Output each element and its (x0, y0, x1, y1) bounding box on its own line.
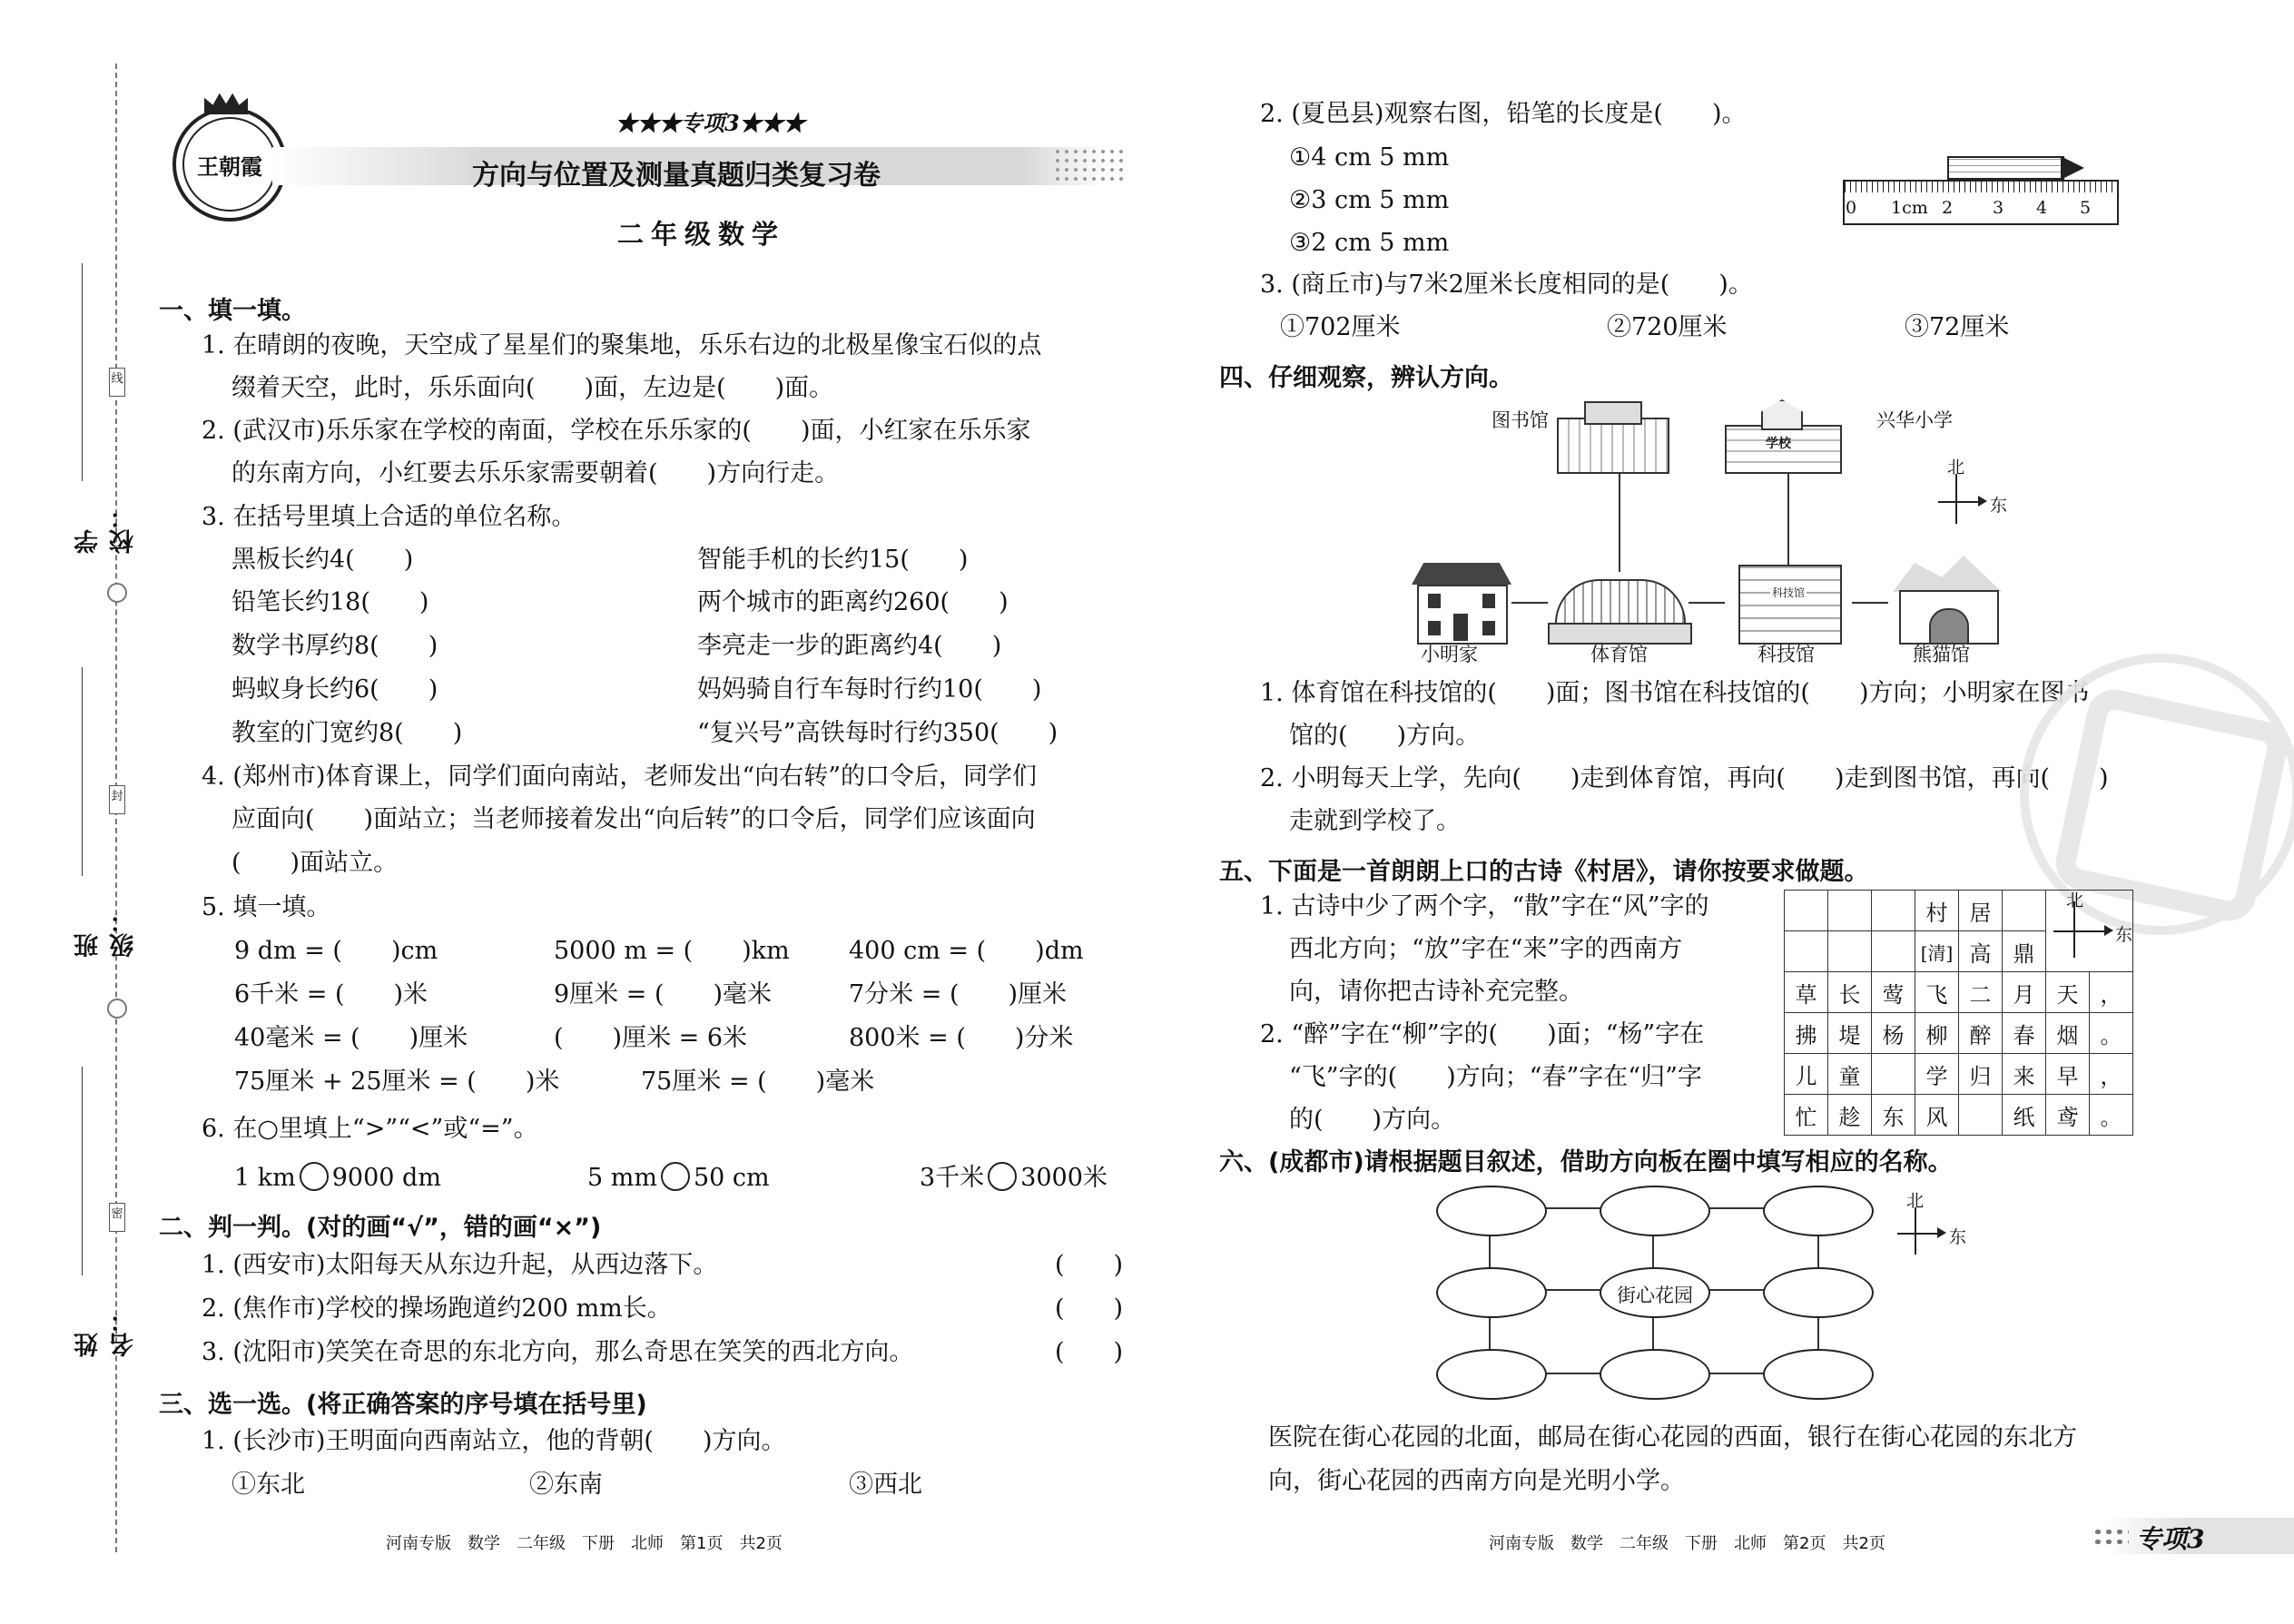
s1-q4-line3: ( )面站立。 (231, 849, 399, 877)
north-label: 北 (2066, 891, 2084, 910)
footer-left: 河南专版 数学 二年级 下册 北师 第1页 共2页 (386, 1534, 783, 1553)
compare-item[interactable] (234, 1162, 441, 1191)
compare-circle[interactable] (988, 1162, 1017, 1191)
poem-cell: ， (2090, 972, 2133, 1013)
compare-left: 1 km (234, 1164, 296, 1192)
answer-oval[interactable] (1600, 1186, 1710, 1236)
poem-cell: [清] (1915, 931, 1959, 972)
choice-option[interactable]: ③2 cm 5 mm (1289, 229, 1450, 257)
map-line (1511, 602, 1548, 604)
poem-cell: 堤 (1828, 1013, 1872, 1054)
s5-q2-line1: 2. “醉”字在“柳”字的( )面；“杨”字在 (1260, 1020, 1705, 1048)
binding-mark-mi: 密 (109, 1203, 125, 1232)
east-label: 东 (1990, 496, 2008, 516)
section-4-heading: 四、仔细观察，辨认方向。 (1219, 364, 1513, 392)
poem-cell: ， (2090, 1054, 2133, 1095)
east-label: 东 (1949, 1227, 1967, 1247)
poem-cell: 春 (2003, 1013, 2046, 1054)
poem-blank-cell[interactable] (1872, 1054, 1915, 1095)
pencil-tip (2061, 156, 2084, 180)
north-label: 北 (1947, 458, 1965, 477)
unit-item[interactable]: “复兴号”高铁每时行约350( ) (697, 719, 1058, 747)
ruler (1843, 180, 2119, 225)
compass-icon (1893, 1187, 1974, 1260)
poem-grid (1784, 890, 2133, 1136)
poem-cell: 纸 (2003, 1095, 2046, 1136)
section-5-heading: 五、下面是一首朗朗上口的古诗《村居》，请你按要求做题。 (1219, 858, 1869, 886)
conversion-item[interactable]: 75厘米 + 25厘米 = ( )米 (234, 1068, 560, 1096)
ruler-label: 2 (1942, 198, 1954, 218)
compass-icon (1934, 454, 2015, 527)
poem-cell: 归 (1959, 1054, 2003, 1095)
poem-cell: 拂 (1785, 1013, 1828, 1054)
poem-cell: 柳 (1915, 1013, 1959, 1054)
poem-cell: 趁 (1828, 1095, 1872, 1136)
grade-title: 二年级数学 (617, 219, 786, 250)
unit-item[interactable]: 妈妈骑自行车每时行约10( ) (697, 675, 1042, 704)
s1-q1-line1: 1. 在晴朗的夜晚，天空成了星星们的聚集地，乐乐右边的北极星像宝石似的点 (202, 331, 1042, 359)
map-line (1689, 602, 1725, 604)
poem-cell: 醉 (1959, 1013, 2003, 1054)
binding-ornament (107, 583, 127, 603)
poem-cell (1828, 931, 1872, 972)
poem-cell: 来 (2003, 1054, 2046, 1095)
s3-q1: 1. (长沙市)王明面向西南站立，他的背朝( )方向。 (202, 1427, 786, 1455)
judge-answer[interactable]: ( ) (1055, 1338, 1124, 1366)
poem-cell: 高 (1959, 931, 2003, 972)
s6-desc-line1: 医院在街心花园的北面，邮局在街心花园的西面，银行在街心花园的东北方 (1268, 1423, 2077, 1452)
s4-q2-line1: 2. 小明每天上学，先向( )走到体育馆，再向( )走到图书馆，再向( ) (1260, 764, 2109, 792)
subtitle: ★★★专项3★★★ (615, 110, 805, 136)
poem-cell: 儿 (1785, 1054, 1828, 1095)
s1-q4-line2: 应面向( )面站立；当老师接着发出“向后转”的口令后，同学们应该面向 (231, 805, 1036, 833)
s1-q1-line2: 缀着天空，此时，乐乐面向( )面，左边是( )面。 (231, 374, 834, 402)
poem-compass-cell (2046, 891, 2133, 972)
choice-option[interactable]: ③西北 (849, 1471, 922, 1499)
compare-right: 3000米 (1020, 1164, 1108, 1192)
conversion-item[interactable]: 7分米 = ( )厘米 (849, 980, 1068, 1009)
s4-q1-line2: 馆的( )方向。 (1289, 722, 1481, 750)
compare-left: 3千米 (920, 1164, 985, 1192)
poem-cell: 早 (2046, 1054, 2090, 1095)
unit-item[interactable]: 黑板长约4( ) (231, 546, 414, 574)
map-line (1619, 468, 1620, 572)
poem-cell: 学 (1915, 1054, 1959, 1095)
footer-tag: 专项3 (2136, 1524, 2205, 1554)
poem-cell: 飞 (1915, 972, 1959, 1013)
crown-icon (204, 91, 248, 114)
poem-cell: 莺 (1872, 972, 1915, 1013)
s4-q1-line1: 1. 体育馆在科技馆的( )面；图书馆在科技馆的( )方向；小明家在图书 (1260, 679, 2090, 707)
name-field[interactable] (71, 1067, 138, 1357)
poem-cell (1785, 931, 1828, 972)
publisher-logo (172, 107, 287, 221)
conversion-item[interactable]: 6千米 = ( )米 (234, 980, 428, 1009)
ruler-label: 3 (1993, 198, 2004, 218)
poem-cell (1872, 891, 1915, 931)
poem-blank-cell[interactable] (1959, 1095, 2003, 1136)
poem-cell: 鼎 (2003, 931, 2046, 972)
unit-item[interactable]: 李亮走一步的距离约4( ) (697, 632, 1002, 660)
poem-cell: 草 (1785, 972, 1828, 1013)
conversion-item[interactable]: ( )厘米 = 6米 (554, 1024, 748, 1052)
poem-cell: 童 (1828, 1054, 1872, 1095)
poem-cell (2003, 891, 2046, 931)
s6-desc-line2: 向，街心花园的西南方向是光明小学。 (1268, 1467, 1685, 1495)
compare-circle[interactable] (661, 1162, 690, 1191)
place-label: 兴华小学 (1876, 409, 1953, 431)
center-oval (1600, 1267, 1710, 1318)
poem-cell: 天 (2046, 972, 2090, 1013)
s5-q1-line2: 西北方向；“放”字在“来”字的西南方 (1289, 935, 1683, 963)
s1-q6: 6. 在○里填上“>”“<”或“=”。 (202, 1115, 538, 1143)
section-3-heading: 三、选一选。(将正确答案的序号填在括号里) (159, 1391, 647, 1419)
conversion-item[interactable]: 9厘米 = ( )毫米 (554, 980, 773, 1009)
binding-mark-xian: 线 (109, 368, 125, 397)
stadium-building (1548, 570, 1689, 643)
unit-item[interactable]: 教室的门宽约8( ) (231, 719, 463, 747)
poem-cell: 风 (1915, 1095, 1959, 1136)
place-label: 科技馆 (1757, 644, 1815, 665)
poem-cell: 村 (1915, 891, 1959, 931)
s4-q2-line2: 走就到学校了。 (1289, 807, 1461, 835)
unit-item[interactable]: 智能手机的长约15( ) (697, 546, 969, 574)
school-building (1720, 399, 1843, 472)
choice-option[interactable]: ①4 cm 5 mm (1289, 143, 1450, 172)
conversion-item[interactable]: 800米 = ( )分米 (849, 1024, 1074, 1052)
s5-q2-line2: “飞”字的( )方向；“春”字在“归”字 (1289, 1063, 1702, 1091)
poem-cell: 居 (1959, 891, 2003, 931)
poem-cell: 长 (1828, 972, 1872, 1013)
judge-answer[interactable]: ( ) (1055, 1251, 1124, 1279)
s5-q2-line3: 的( )方向。 (1289, 1106, 1456, 1134)
conversion-item[interactable]: 5000 m = ( )km (554, 937, 790, 965)
ruler-label: 4 (2036, 198, 2048, 218)
compare-left: 5 mm (587, 1164, 657, 1192)
poem-cell (1872, 931, 1915, 972)
poem-cell: 鸢 (2046, 1095, 2090, 1136)
section-2-heading: 二、判一判。(对的画“√”，错的画“×”) (159, 1214, 602, 1242)
answer-oval[interactable] (1436, 1349, 1547, 1400)
home-building (1412, 563, 1511, 643)
map-line (1852, 602, 1888, 604)
place-label: 熊猫馆 (1913, 644, 1970, 665)
conversion-item[interactable]: 400 cm = ( )dm (849, 937, 1084, 965)
poem-cell (1785, 891, 1828, 931)
ruler-label: 1cm (1891, 198, 1928, 218)
footer-right: 河南专版 数学 二年级 下册 北师 第2页 共2页 (1489, 1534, 1885, 1553)
unit-item[interactable]: 铅笔长约18( ) (231, 588, 429, 616)
poem-cell: 忙 (1785, 1095, 1828, 1136)
choice-option[interactable]: ①东北 (231, 1471, 305, 1499)
school-sign: 学校 (1766, 437, 1791, 451)
answer-oval[interactable] (1763, 1267, 1874, 1318)
choice-option[interactable]: ②3 cm 5 mm (1289, 186, 1450, 214)
conversion-item[interactable]: 40毫米 = ( )厘米 (234, 1024, 468, 1052)
compare-circle[interactable] (300, 1162, 329, 1191)
class-field[interactable] (71, 667, 138, 958)
library-building (1548, 401, 1675, 472)
logo-text: 王朝霞 (197, 153, 262, 180)
class-label: 班级： (74, 909, 138, 958)
tech-sign: 科技馆 (1772, 586, 1806, 599)
compare-right: 9000 dm (331, 1164, 441, 1192)
place-label: 图书馆 (1492, 409, 1549, 431)
poem-cell: 杨 (1872, 1013, 1915, 1054)
banner-dots (1053, 147, 1126, 185)
unit-item[interactable]: 数学书厚约8( ) (231, 632, 438, 660)
school-field[interactable] (71, 263, 138, 554)
binding-mark-feng: 封 (109, 785, 125, 814)
judge-item: 2. (焦作市)学校的操场跑道约200 mm长。 (202, 1294, 672, 1323)
unit-item[interactable]: 蚂蚁身长约6( ) (231, 675, 438, 704)
east-label: 东 (2115, 925, 2133, 945)
s1-q4-line1: 4. (郑州市)体育课上，同学们面向南站，老师发出“向右转”的口令后，同学们 (202, 763, 1038, 791)
poem-cell: 月 (2003, 972, 2046, 1013)
poem-cell: 。 (2090, 1013, 2133, 1054)
s1-q2-line2: 的东南方向，小红要去乐乐家需要朝着( )方向行走。 (231, 459, 840, 487)
poem-cell: 东 (1872, 1095, 1915, 1136)
compare-right: 50 cm (693, 1164, 770, 1192)
school-label: 学校： (74, 505, 138, 554)
section-6-heading: 六、(成都市)请根据题目叙述，借助方向板在圈中填写相应的名称。 (1219, 1148, 1953, 1176)
choice-option[interactable]: ①702厘米 (1280, 313, 1401, 341)
ruler-figure (1838, 136, 2129, 227)
s5-q1-line3: 向，请你把古诗补充完整。 (1289, 978, 1583, 1006)
s1-q2-line1: 2. (武汉市)乐乐家在学校的南面，学校在乐乐家的( )面，小红家在乐乐家 (202, 417, 1031, 445)
answer-oval[interactable] (1436, 1186, 1547, 1236)
north-label: 北 (1906, 1191, 1925, 1211)
ruler-label: 5 (2080, 198, 2092, 218)
ruler-label: 0 (1846, 198, 1857, 218)
section-1-heading: 一、填一填。 (159, 297, 306, 325)
answer-oval[interactable] (1763, 1349, 1874, 1400)
panda-building (1888, 556, 2006, 643)
s3-q3: 3. (商丘市)与7米2厘米长度相同的是( )。 (1260, 271, 1753, 299)
unit-item[interactable]: 两个城市的距离约260( ) (697, 588, 1009, 616)
name-label: 姓名： (74, 1308, 138, 1357)
judge-item: 3. (沈阳市)笑笑在奇思的东北方向，那么奇思在笑笑的西北方向。 (202, 1338, 914, 1366)
tech-building (1725, 556, 1852, 643)
answer-oval[interactable] (1763, 1186, 1874, 1236)
s1-q3: 3. 在括号里填上合适的单位名称。 (202, 503, 576, 531)
page-title: 方向与位置及测量真题归类复习卷 (472, 160, 881, 192)
binding-ornament (107, 999, 127, 1019)
conversion-item[interactable]: 75厘米 = ( )毫米 (641, 1068, 875, 1096)
choice-option[interactable]: ②720厘米 (1607, 313, 1728, 341)
judge-answer[interactable]: ( ) (1055, 1294, 1124, 1323)
poem-cell (1828, 891, 1872, 931)
s1-q5: 5. 填一填。 (202, 893, 331, 921)
place-label: 小明家 (1421, 644, 1478, 665)
poem-cell: 二 (1959, 972, 2003, 1013)
choice-option[interactable]: ②东南 (529, 1471, 603, 1499)
answer-oval[interactable] (1600, 1349, 1710, 1400)
compare-item[interactable] (920, 1162, 1108, 1191)
pencil (1947, 156, 2064, 180)
place-label: 体育馆 (1590, 644, 1648, 665)
poem-cell: 烟 (2046, 1013, 2090, 1054)
conversion-item[interactable]: 9 dm = ( )cm (234, 937, 438, 965)
s3-q2: 2. (夏邑县)观察右图，铅笔的长度是( )。 (1260, 100, 1747, 128)
judge-item: 1. (西安市)太阳每天从东边升起，从西边落下。 (202, 1251, 718, 1279)
choice-option[interactable]: ③72厘米 (1905, 313, 2010, 341)
answer-oval[interactable] (1436, 1267, 1547, 1318)
s5-q1-line1: 1. 古诗中少了两个字，“散”字在“风”字的 (1260, 892, 1709, 920)
poem-cell: 。 (2090, 1095, 2133, 1136)
center-label: 街心花园 (1617, 1284, 1693, 1306)
compare-item[interactable] (587, 1162, 770, 1191)
footer-dots (2092, 1527, 2129, 1547)
